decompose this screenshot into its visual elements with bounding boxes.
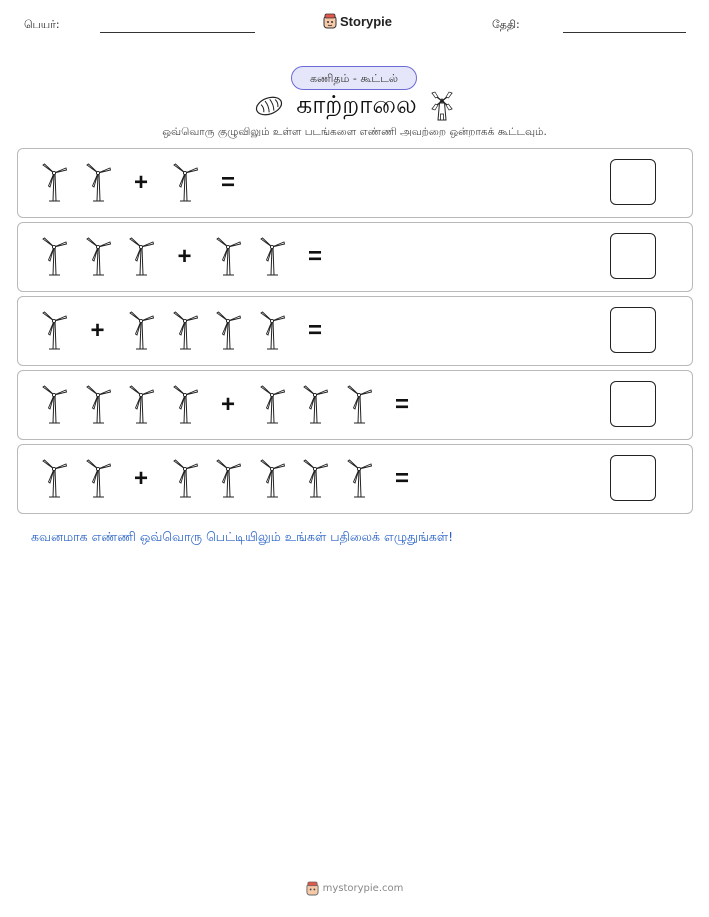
answer-box[interactable]	[610, 159, 656, 205]
name-label: பெயர்:	[24, 18, 60, 31]
wind-turbine-icon	[84, 163, 112, 203]
wind-turbine-icon	[258, 385, 286, 425]
problem-row	[17, 370, 693, 440]
storypie-logo-icon	[306, 881, 319, 896]
wind-turbine-icon	[84, 459, 112, 499]
problem-row	[17, 444, 693, 514]
wind-turbine-icon	[171, 311, 199, 351]
wind-turbine-icon	[214, 459, 242, 499]
footer-note: கவனமாக எண்ணி ஒவ்வொரு பெட்டியிலும் உங்கள் பதிலைக் எழுதுங்கள்!	[31, 529, 454, 544]
wind-turbine-icon	[127, 311, 155, 351]
equals-sign: =	[220, 169, 235, 196]
wind-turbine-icon	[127, 237, 155, 277]
answer-box[interactable]	[610, 307, 656, 353]
plus-sign: +	[177, 243, 192, 270]
wind-turbine-icon	[40, 385, 68, 425]
site-footer	[0, 881, 709, 896]
brand	[323, 13, 392, 29]
site-url: mystorypie.com	[322, 883, 404, 894]
wind-turbine-icon	[171, 163, 199, 203]
plus-sign: +	[133, 169, 148, 196]
problem-items	[40, 149, 258, 217]
problem-items	[40, 371, 432, 439]
wind-turbine-icon	[214, 237, 242, 277]
wind-turbine-icon	[40, 459, 68, 499]
wind-turbine-icon	[258, 459, 286, 499]
wind-turbine-icon	[40, 237, 68, 277]
subject-badge: கணிதம் - கூட்டல்	[291, 66, 417, 90]
worksheet-title: காற்றாலை	[296, 89, 417, 119]
problem-row	[17, 222, 693, 292]
date-line[interactable]	[563, 32, 686, 33]
wind-turbine-icon	[214, 311, 242, 351]
title-row	[0, 90, 709, 122]
wind-turbine-icon	[127, 385, 155, 425]
brand-name: Storypie	[340, 13, 393, 29]
equals-sign: =	[394, 465, 409, 492]
plus-sign: +	[220, 391, 235, 418]
wind-turbine-icon	[345, 459, 373, 499]
plus-sign: +	[133, 465, 148, 492]
wind-turbine-icon	[40, 163, 68, 203]
equals-sign: =	[394, 391, 409, 418]
worksheet-header	[0, 0, 709, 45]
answer-box[interactable]	[610, 381, 656, 427]
wind-turbine-icon	[40, 311, 68, 351]
storypie-logo-icon	[323, 13, 337, 29]
problem-row	[17, 148, 693, 218]
wind-turbine-icon	[301, 385, 329, 425]
bread-icon	[254, 95, 284, 117]
wind-turbine-icon	[171, 459, 199, 499]
problem-list	[17, 148, 693, 518]
wind-turbine-icon	[301, 459, 329, 499]
problem-row	[17, 296, 693, 366]
wind-turbine-icon	[258, 237, 286, 277]
plus-sign: +	[90, 317, 105, 344]
equals-sign: =	[307, 243, 322, 270]
equals-sign: =	[307, 317, 322, 344]
answer-box[interactable]	[610, 233, 656, 279]
answer-box[interactable]	[610, 455, 656, 501]
problem-items	[40, 297, 345, 365]
date-label: தேதி:	[492, 18, 520, 31]
wind-turbine-icon	[171, 385, 199, 425]
instruction-text: ஒவ்வொரு குழுவிலும் உள்ள படங்களை எண்ணி அவற்றை ஒன்றாகக் கூட்டவும்.	[162, 126, 547, 138]
wind-turbine-icon	[345, 385, 373, 425]
wind-turbine-icon	[84, 385, 112, 425]
problem-items	[40, 445, 432, 513]
windmill-icon	[429, 91, 455, 121]
problem-items	[40, 223, 345, 291]
wind-turbine-icon	[84, 237, 112, 277]
name-line[interactable]	[100, 32, 255, 33]
wind-turbine-icon	[258, 311, 286, 351]
